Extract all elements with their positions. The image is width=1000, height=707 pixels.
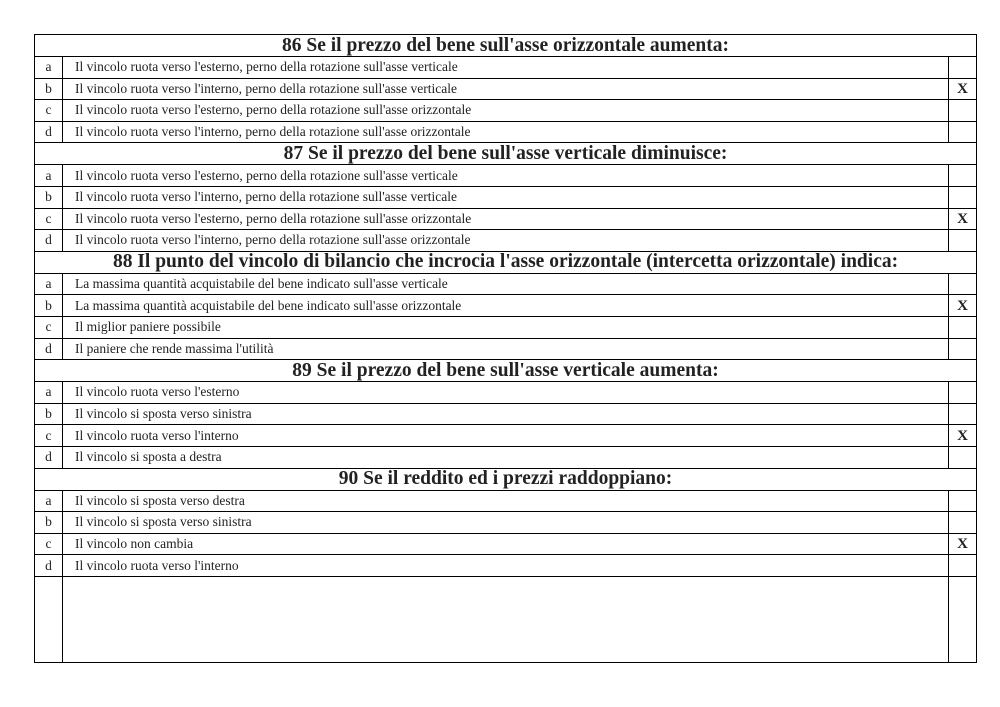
answer-letter: d <box>35 338 63 360</box>
answer-text: Il vincolo ruota verso l'interno, perno della rotazione sull'asse orizzontale <box>63 230 949 252</box>
answer-text: La massima quantità acquistabile del bene indicato sull'asse orizzontale <box>63 295 949 317</box>
question-title: 88 Il punto del vincolo di bilancio che incrocia l'asse orizzontale (intercetta orizzontale) indica: <box>35 251 977 273</box>
answer-mark: X <box>949 295 977 317</box>
answer-letter: b <box>35 403 63 425</box>
answer-letter: b <box>35 78 63 100</box>
answer-row <box>35 208 977 230</box>
answer-row <box>35 186 977 208</box>
answer-mark <box>949 338 977 360</box>
question-row <box>35 360 977 382</box>
empty-letter-cell <box>35 576 63 662</box>
answer-mark: X <box>949 208 977 230</box>
answer-text: Il vincolo non cambia <box>63 533 949 555</box>
question-row <box>35 143 977 165</box>
question-row <box>35 35 977 57</box>
answer-letter: a <box>35 273 63 295</box>
quiz-body <box>35 35 977 663</box>
question-title: 90 Se il reddito ed i prezzi raddoppiano: <box>35 468 977 490</box>
answer-mark <box>949 186 977 208</box>
answer-letter: c <box>35 316 63 338</box>
answer-text: Il vincolo ruota verso l'esterno, perno della rotazione sull'asse orizzontale <box>63 208 949 230</box>
answer-row <box>35 490 977 512</box>
answer-row <box>35 273 977 295</box>
answer-row <box>35 533 977 555</box>
answer-row <box>35 121 977 143</box>
answer-row <box>35 230 977 252</box>
answer-mark <box>949 490 977 512</box>
answer-letter: a <box>35 382 63 404</box>
answer-letter: c <box>35 425 63 447</box>
answer-letter: a <box>35 57 63 79</box>
empty-text-cell <box>63 576 949 662</box>
answer-letter: a <box>35 490 63 512</box>
answer-mark <box>949 100 977 122</box>
answer-letter: b <box>35 512 63 534</box>
question-row <box>35 251 977 273</box>
answer-mark: X <box>949 425 977 447</box>
answer-row <box>35 403 977 425</box>
answer-row <box>35 316 977 338</box>
answer-row <box>35 338 977 360</box>
answer-text: Il vincolo ruota verso l'esterno, perno della rotazione sull'asse verticale <box>63 165 949 187</box>
answer-text: Il miglior paniere possibile <box>63 316 949 338</box>
answer-text: Il vincolo ruota verso l'esterno, perno della rotazione sull'asse verticale <box>63 57 949 79</box>
question-title: 89 Se il prezzo del bene sull'asse verticale aumenta: <box>35 360 977 382</box>
question-title: 87 Se il prezzo del bene sull'asse verticale diminuisce: <box>35 143 977 165</box>
question-title: 86 Se il prezzo del bene sull'asse orizzontale aumenta: <box>35 35 977 57</box>
answer-letter: c <box>35 100 63 122</box>
answer-text: Il vincolo ruota verso l'interno <box>63 555 949 577</box>
answer-mark <box>949 382 977 404</box>
answer-mark <box>949 403 977 425</box>
answer-row <box>35 425 977 447</box>
answer-letter: b <box>35 295 63 317</box>
answer-text: La massima quantità acquistabile del bene indicato sull'asse verticale <box>63 273 949 295</box>
empty-mark-cell <box>949 576 977 662</box>
answer-mark <box>949 555 977 577</box>
answer-text: Il paniere che rende massima l'utilità <box>63 338 949 360</box>
answer-mark: X <box>949 533 977 555</box>
answer-letter: d <box>35 555 63 577</box>
answer-mark <box>949 165 977 187</box>
answer-letter: d <box>35 121 63 143</box>
answer-text: Il vincolo si sposta verso sinistra <box>63 403 949 425</box>
answer-letter: b <box>35 186 63 208</box>
answer-letter: d <box>35 230 63 252</box>
answer-mark <box>949 316 977 338</box>
answer-row <box>35 382 977 404</box>
answer-text: Il vincolo si sposta verso destra <box>63 490 949 512</box>
quiz-table <box>34 34 977 663</box>
answer-row <box>35 57 977 79</box>
answer-row <box>35 512 977 534</box>
answer-mark <box>949 230 977 252</box>
answer-letter: a <box>35 165 63 187</box>
answer-row <box>35 295 977 317</box>
answer-mark: X <box>949 78 977 100</box>
answer-text: Il vincolo si sposta a destra <box>63 446 949 468</box>
answer-mark <box>949 121 977 143</box>
answer-row <box>35 165 977 187</box>
answer-mark <box>949 446 977 468</box>
answer-text: Il vincolo ruota verso l'esterno <box>63 382 949 404</box>
answer-row <box>35 555 977 577</box>
answer-text: Il vincolo ruota verso l'interno, perno della rotazione sull'asse orizzontale <box>63 121 949 143</box>
answer-text: Il vincolo ruota verso l'interno <box>63 425 949 447</box>
answer-text: Il vincolo ruota verso l'esterno, perno della rotazione sull'asse orizzontale <box>63 100 949 122</box>
answer-letter: c <box>35 533 63 555</box>
question-row <box>35 468 977 490</box>
answer-text: Il vincolo ruota verso l'interno, perno della rotazione sull'asse verticale <box>63 78 949 100</box>
answer-row <box>35 446 977 468</box>
answer-text: Il vincolo ruota verso l'interno, perno della rotazione sull'asse verticale <box>63 186 949 208</box>
answer-mark <box>949 512 977 534</box>
answer-row <box>35 78 977 100</box>
answer-text: Il vincolo si sposta verso sinistra <box>63 512 949 534</box>
answer-row <box>35 100 977 122</box>
answer-mark <box>949 273 977 295</box>
empty-row <box>35 576 977 662</box>
answer-letter: d <box>35 446 63 468</box>
answer-letter: c <box>35 208 63 230</box>
answer-mark <box>949 57 977 79</box>
